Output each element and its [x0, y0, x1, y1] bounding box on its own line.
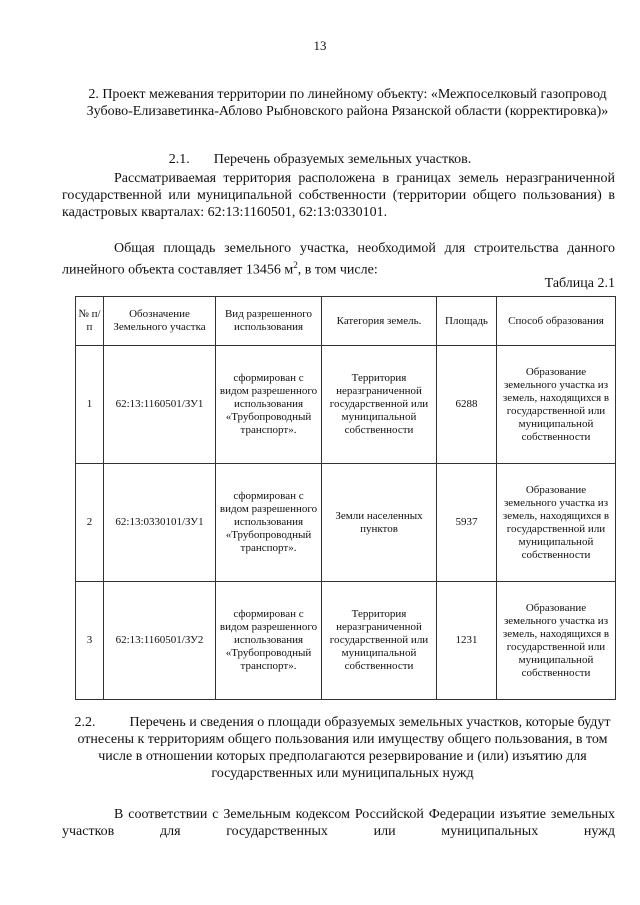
section-2-1-paragraph-2: [62, 240, 615, 279]
header-use: Вид разрешенного использования: [216, 297, 322, 346]
table-row: [76, 464, 616, 582]
row-num: 1: [76, 346, 104, 464]
area-text-tail: , в том числе:: [297, 262, 378, 278]
section-2-1-paragraph-1: Рассматриваемая территория расположена в границах земель неразграниченной государственной или муниципальной собственности (территории общего пользования) в кадастровых кварталах: 62:13:1160501, 62:13:0330101.: [62, 171, 615, 220]
row-area: 6288: [437, 346, 497, 464]
header-area: Площадь: [437, 297, 497, 346]
section-2-2-heading: [70, 714, 615, 782]
section-2-2-title: Перечень и сведения о площади образуемых земельных участков, которые будут отнесены к территориям общего пользования или имуществу общего пользования, в том числе в отношении которых предполагаются резервирование и (или) изъятию для государственных или муниципальных нужд: [77, 715, 611, 781]
header-method: Способ образования: [497, 297, 616, 346]
row-code: 62:13:1160501/ЗУ2: [104, 582, 216, 700]
header-code: Обозначение Земельного участка: [104, 297, 216, 346]
section-2-2-paragraph: В соответствии с Земельным кодексом Российской Федерации изъятие земельных участков для государственных или муниципальных нужд: [62, 807, 615, 839]
row-num: 3: [76, 582, 104, 700]
section-2-1-heading: [0, 152, 640, 168]
row-use: сформирован с видом разрешенного использования «Трубопроводный транспорт».: [216, 582, 322, 700]
row-use: сформирован с видом разрешенного использования «Трубопроводный транспорт».: [216, 346, 322, 464]
section-2-2-number: 2.2.: [74, 715, 96, 730]
row-category: Земли населенных пунктов: [322, 464, 437, 582]
header-category: Категория земель.: [322, 297, 437, 346]
section-2-1-title: Перечень образуемых земельных участков.: [213, 152, 472, 167]
row-method: Образование земельного участка из земель, находящихся в государственной или муниципальной собственности: [497, 346, 616, 464]
table-header-row: [76, 297, 616, 346]
row-num: 2: [76, 464, 104, 582]
table-row: [76, 346, 616, 464]
row-use: сформирован с видом разрешенного использования «Трубопроводный транспорт».: [216, 464, 322, 582]
header-num: № п/п: [76, 297, 104, 346]
row-code: 62:13:1160501/ЗУ1: [104, 346, 216, 464]
page-number: 13: [313, 38, 327, 53]
land-plots-table: [75, 296, 616, 700]
area-unit-superscript: 2: [293, 260, 298, 270]
table-row: [76, 582, 616, 700]
row-area: 5937: [437, 464, 497, 582]
section-2-1-number: 2.1.: [168, 152, 190, 167]
table-caption: Таблица 2.1: [544, 276, 615, 291]
row-method: Образование земельного участка из земель, находящихся в государственной или муниципальной собственности: [497, 582, 616, 700]
page-heading: 2. Проект межевания территории по линейному объекту: «Межпоселковый газопровод Зубово-Елизаветинка-Аблово Рыбновского района Рязанской области (корректировка)»: [86, 87, 609, 119]
row-category: Территория неразграниченной государственной или муниципальной собственности: [322, 582, 437, 700]
row-category: Территория неразграниченной государственной или муниципальной собственности: [322, 346, 437, 464]
row-code: 62:13:0330101/ЗУ1: [104, 464, 216, 582]
area-text: Общая площадь земельного участка, необходимой для строительства данного линейного объекта составляет 13456 м: [62, 241, 615, 278]
row-method: Образование земельного участка из земель, находящихся в государственной или муниципальной собственности: [497, 464, 616, 582]
row-area: 1231: [437, 582, 497, 700]
